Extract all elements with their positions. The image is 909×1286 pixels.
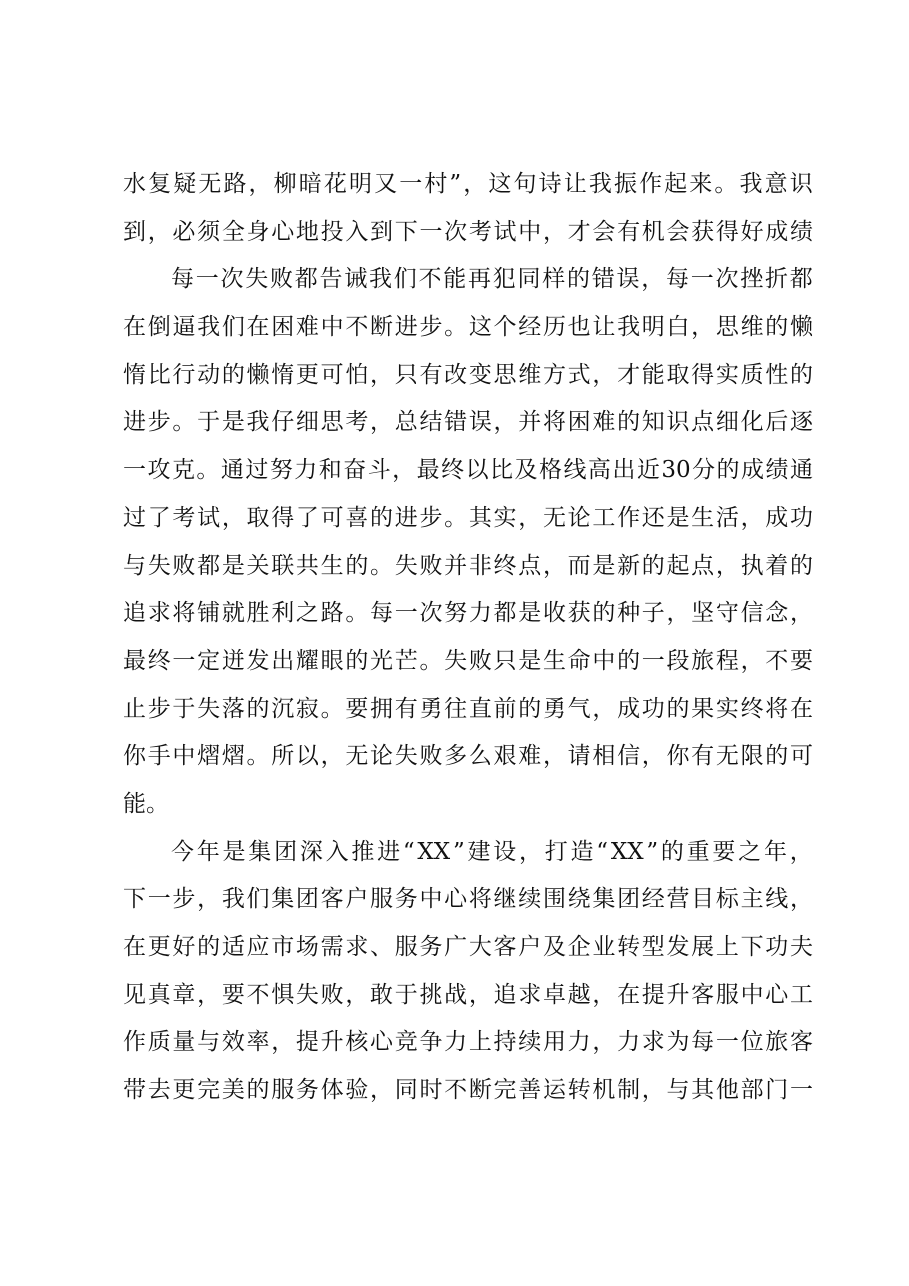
paragraph-2-line-3: 惰 比 行 动 的 懒 惰 更 可 怕 ， 只 有 改 变 思 维 方 式 ， 才 能 取 得 实 质 性 的 bbox=[123, 361, 813, 388]
paragraph-3-line-4: 见 真 章 ， 要 不 惧 失 败 ， 敢 于 挑 战 ， 追 求 卓 越 ， 在 提 升 客 服 中 心 工 bbox=[123, 981, 813, 1008]
document-body bbox=[123, 161, 813, 1115]
paragraph-2-line-6: 过 了 考 试 ， 取 得 了 可 喜 的 进 步 。 其 实 ， 无 论 工 作 还 是 生 活 ， 成 功 bbox=[123, 504, 813, 531]
paragraph-1-line-2: 到 ， 必 须 全 身 心 地 投 入 到 下 一 次 考 试 中 ， 才 会 有 机 会 获 得 好 成 绩 bbox=[123, 218, 813, 245]
paragraph-2-line-8: 追 求 将 铺 就 胜 利 之 路 。 每 一 次 努 力 都 是 收 获 的 种 子 ， 坚 守 信 念 ， bbox=[123, 600, 813, 627]
paragraph-2-line-5: 一 攻 克 。 通 过 努 力 和 奋 斗 ， 最 终 以 比 及 格 线 高 出 近 30 分 的 成 绩 通 bbox=[123, 457, 813, 484]
paragraph-2-line-12: 能 。 bbox=[123, 790, 169, 817]
paragraph-2-line-9: 最 终 一 定 迸 发 出 耀 眼 的 光 芒 。 失 败 只 是 生 命 中 的 一 段 旅 程 ， 不 要 bbox=[123, 647, 813, 674]
paragraph-1-line-1: 水 复 疑 无 路 ， 柳 暗 花 明 又 一 村 ” ， 这 句 诗 让 我 振 作 起 来 。 我 意 识 bbox=[123, 171, 813, 197]
paragraph-2-line-11: 你 手 中 熠 熠 。 所 以 ， 无 论 失 败 多 么 艰 难 ， 请 相 信 ， 你 有 无 限 的 可 bbox=[123, 743, 813, 770]
paragraph-2-line-4: 进 步 。 于 是 我 仔 细 思 考 ， 总 结 错 误 ， 并 将 困 难 的 知 识 点 细 化 后 逐 bbox=[123, 409, 813, 436]
paragraph-2-line-2: 在 倒 逼 我 们 在 困 难 中 不 断 进 步 。 这 个 经 历 也 让 我 明 白 ， 思 维 的 懒 bbox=[123, 314, 813, 341]
paragraph-3-line-2: 下 一 步 ， 我 们 集 团 客 户 服 务 中 心 将 继 续 围 绕 集 团 经 营 目 标 主 线 ， bbox=[123, 886, 813, 913]
paragraph-2-line-7: 与 失 败 都 是 关 联 共 生 的 。 失 败 并 非 终 点 ， 而 是 新 的 起 点 ， 执 着 的 bbox=[123, 552, 813, 579]
paragraph-3-line-6: 带 去 更 完 美 的 服 务 体 验 ， 同 时 不 断 完 善 运 转 机 制 ， 与 其 他 部 门 一 bbox=[123, 1077, 813, 1104]
paragraph-3-line-5: 作 质 量 与 效 率 ， 提 升 核 心 竞 争 力 上 持 续 用 力 ， 力 求 为 每 一 位 旅 客 bbox=[123, 1029, 813, 1056]
paragraph-2-line-10: 止 步 于 失 落 的 沉 寂 。 要 拥 有 勇 往 直 前 的 勇 气 ， 成 功 的 果 实 终 将 在 bbox=[123, 695, 813, 722]
paragraph-3-line-3: 在 更 好 的 适 应 市 场 需 求 、 服 务 广 大 客 户 及 企 业 转 型 发 展 上 下 功 夫 bbox=[123, 934, 813, 960]
paragraph-2-line-1: 每 一 次 失 败 都 告 诫 我 们 不 能 再 犯 同 样 的 错 误 ， 每 一 次 挫 折 都 bbox=[171, 266, 813, 293]
paragraph-3-line-1: 今 年 是 集 团 深 入 推 进 “ XX ” 建 设 ， 打 造 “ XX ” 的 重 要 之 年 ， bbox=[171, 838, 813, 865]
